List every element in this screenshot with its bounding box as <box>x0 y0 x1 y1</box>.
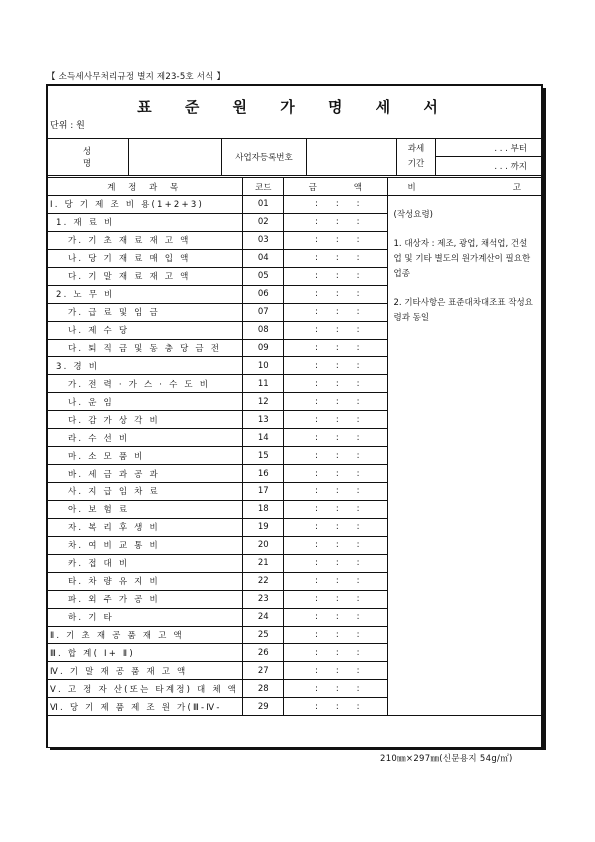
notes-column <box>387 196 541 716</box>
amount-separator: : <box>356 558 360 569</box>
account-item-label: Ⅵ. 당 기 제 품 제 조 원 가(Ⅲ-Ⅳ- <box>48 698 243 716</box>
account-item-label: 나. 제 수 당 <box>48 321 243 339</box>
amount-separator: : <box>315 325 318 336</box>
frame-shadow-right <box>543 88 546 750</box>
amount-separator: : <box>335 612 339 623</box>
amount-separator: : <box>335 647 339 658</box>
account-item-label: 라. 수 선 비 <box>48 429 243 447</box>
amount-field[interactable] <box>284 536 387 554</box>
amount-field[interactable] <box>284 465 387 483</box>
amount-separator: : <box>315 235 318 246</box>
amount-separator: : <box>356 665 360 676</box>
amount-separator: : <box>356 540 360 551</box>
account-code: 04 <box>243 249 284 267</box>
amount-separator: : <box>356 576 360 587</box>
amount-separator: : <box>356 289 360 300</box>
amount-separator: : <box>315 217 318 228</box>
account-code: 22 <box>243 572 284 590</box>
account-code: 15 <box>243 447 284 465</box>
account-code: 05 <box>243 267 284 285</box>
account-item-label: 가. 급 료 및 임 금 <box>48 303 243 321</box>
amount-separator: : <box>315 576 318 587</box>
account-item-label: Ⅰ. 당 기 제 조 비 용(1+2+3) <box>48 196 243 214</box>
amount-field[interactable] <box>284 339 387 357</box>
taxpayer-info-row <box>48 138 541 176</box>
amount-separator: : <box>356 683 360 694</box>
amount-separator: : <box>335 271 339 282</box>
amount-separator: : <box>335 629 339 640</box>
account-code: 19 <box>243 518 284 536</box>
amount-field[interactable] <box>284 249 387 267</box>
account-item-label: 아. 보 험 료 <box>48 500 243 518</box>
amount-field[interactable] <box>284 698 387 716</box>
amount-separator: : <box>315 612 318 623</box>
amount-separator: : <box>335 414 339 425</box>
account-item-label: 1. 재 료 비 <box>48 213 243 231</box>
account-code: 10 <box>243 357 284 375</box>
account-item-label: Ⅳ. 기 말 재 공 품 재 고 액 <box>48 662 243 680</box>
account-item-label: 마. 소 모 품 비 <box>48 447 243 465</box>
amount-separator: : <box>315 307 318 318</box>
amount-separator: : <box>356 594 360 605</box>
amount-separator: : <box>315 271 318 282</box>
amount-separator: : <box>315 253 318 264</box>
amount-separator: : <box>335 396 339 407</box>
tax-period-field <box>435 139 543 175</box>
amount-field[interactable] <box>284 483 387 501</box>
amount-separator: : <box>356 629 360 640</box>
amount-field[interactable] <box>284 644 387 662</box>
account-item-label: Ⅴ. 고 정 자 산(또는 타계정) 대 체 액 <box>48 680 243 698</box>
amount-separator: : <box>356 325 360 336</box>
column-header-note-1: 비 <box>407 182 416 193</box>
account-item-label: 다. 기 말 재 료 재 고 액 <box>48 267 243 285</box>
amount-separator: : <box>356 468 360 479</box>
amount-separator: : <box>356 522 360 533</box>
amount-separator: : <box>335 576 339 587</box>
amount-separator: : <box>335 701 339 712</box>
amount-separator: : <box>315 540 318 551</box>
amount-separator: : <box>335 342 339 353</box>
account-code: 17 <box>243 483 284 501</box>
account-code: 02 <box>243 213 284 231</box>
account-code: 13 <box>243 411 284 429</box>
amount-field[interactable] <box>284 680 387 698</box>
account-code: 12 <box>243 393 284 411</box>
account-code: 20 <box>243 536 284 554</box>
account-code: 27 <box>243 662 284 680</box>
amount-separator: : <box>315 342 318 353</box>
amount-separator: : <box>356 307 360 318</box>
account-code: 29 <box>243 698 284 716</box>
tax-period-label-line2: 기간 <box>407 159 425 169</box>
account-item-label: 나. 운 임 <box>48 393 243 411</box>
form-title: 표 준 원 가 명 세 서 <box>137 98 452 116</box>
name-label: 성 명 <box>82 147 134 169</box>
amount-separator: : <box>335 540 339 551</box>
amount-separator: : <box>335 504 339 515</box>
amount-field[interactable] <box>284 626 387 644</box>
amount-separator: : <box>315 683 318 694</box>
amount-separator: : <box>315 450 318 461</box>
tax-period-label-line1: 과세 <box>407 144 425 154</box>
amount-separator: : <box>356 360 360 371</box>
amount-separator: : <box>356 378 360 389</box>
amount-separator: : <box>315 289 318 300</box>
account-item-label: 다. 감 가 상 각 비 <box>48 411 243 429</box>
account-item-label: 가. 기 초 재 료 재 고 액 <box>48 231 243 249</box>
account-code: 18 <box>243 500 284 518</box>
account-item-label: 2. 노 무 비 <box>48 285 243 303</box>
amount-separator: : <box>356 253 360 264</box>
form-source-label: 【 소득세사무처리규정 별지 제23-5호 서식 】 <box>47 72 226 82</box>
account-code: 16 <box>243 465 284 483</box>
amount-separator: : <box>356 235 360 246</box>
amount-separator: : <box>335 522 339 533</box>
amount-separator: : <box>356 217 360 228</box>
notes-item-2: 2. 기타사항은 표준대차대조표 작성요령과 동일 <box>393 298 533 323</box>
amount-separator: : <box>315 629 318 640</box>
account-item-label: 타. 차 량 유 지 비 <box>48 572 243 590</box>
notes-item-1: 1. 대상자 : 제조, 광업, 채석업, 건설업 및 기타 별도의 원가계산이 필요한 업종 <box>393 239 531 279</box>
unit-label: 단위 : 원 <box>50 121 85 131</box>
amount-field[interactable] <box>284 608 387 626</box>
amount-separator: : <box>315 665 318 676</box>
amount-separator: : <box>356 612 360 623</box>
amount-field[interactable] <box>284 196 387 214</box>
amount-separator: : <box>335 360 339 371</box>
column-header-note <box>387 178 541 196</box>
amount-field[interactable] <box>284 285 387 303</box>
amount-separator: : <box>335 683 339 694</box>
account-item-label: 파. 외 주 가 공 비 <box>48 590 243 608</box>
amount-separator: : <box>356 450 360 461</box>
amount-field[interactable] <box>284 303 387 321</box>
amount-field[interactable] <box>284 267 387 285</box>
amount-separator: : <box>335 665 339 676</box>
amount-field[interactable] <box>284 429 387 447</box>
account-code: 24 <box>243 608 284 626</box>
amount-separator: : <box>315 378 318 389</box>
amount-separator: : <box>315 360 318 371</box>
amount-separator: : <box>335 486 339 497</box>
account-code: 06 <box>243 285 284 303</box>
business-number-field[interactable] <box>306 139 396 175</box>
amount-separator: : <box>315 432 318 443</box>
account-item-label: 자. 복 리 후 생 비 <box>48 518 243 536</box>
amount-field[interactable] <box>284 213 387 231</box>
amount-field[interactable] <box>284 590 387 608</box>
amount-field[interactable] <box>284 231 387 249</box>
amount-separator: : <box>335 199 339 210</box>
amount-separator: : <box>356 396 360 407</box>
account-item-label: 차. 여 비 교 통 비 <box>48 536 243 554</box>
amount-field[interactable] <box>284 572 387 590</box>
table-row <box>48 196 541 214</box>
amount-separator: : <box>335 235 339 246</box>
account-code: 08 <box>243 321 284 339</box>
amount-separator: : <box>315 594 318 605</box>
account-item-label: 다. 퇴 직 금 및 동 충 당 금 전 <box>48 339 243 357</box>
account-item-label: 사. 지 급 임 차 료 <box>48 483 243 501</box>
name-field[interactable] <box>128 139 221 175</box>
amount-field[interactable] <box>284 411 387 429</box>
account-item-label: 바. 세 금 과 공 과 <box>48 465 243 483</box>
amount-separator: : <box>315 199 318 210</box>
account-code: 07 <box>243 303 284 321</box>
column-header-amount <box>284 178 387 196</box>
amount-separator: : <box>315 522 318 533</box>
account-code: 09 <box>243 339 284 357</box>
amount-separator: : <box>335 217 339 228</box>
notes-heading: (작성요령) <box>393 210 433 220</box>
amount-field[interactable] <box>284 500 387 518</box>
account-item-label: Ⅲ. 합 계( Ⅰ+ Ⅱ) <box>48 644 243 662</box>
tax-period-label <box>396 139 435 175</box>
period-from-field[interactable]: . . . 부터 <box>436 139 543 157</box>
amount-separator: : <box>356 486 360 497</box>
account-item-label: 나. 당 기 재 료 매 입 액 <box>48 249 243 267</box>
account-item-label: 가. 전 력 · 가 스 · 수 도 비 <box>48 375 243 393</box>
amount-separator: : <box>356 504 360 515</box>
amount-separator: : <box>315 647 318 658</box>
amount-separator: : <box>315 558 318 569</box>
amount-separator: : <box>356 199 360 210</box>
account-code: 25 <box>243 626 284 644</box>
amount-field[interactable] <box>284 518 387 536</box>
amount-separator: : <box>356 271 360 282</box>
amount-field[interactable] <box>284 662 387 680</box>
amount-field[interactable] <box>284 321 387 339</box>
paper-spec-footer: 210㎜×297㎜(신문용지 54g/㎡) <box>380 754 513 764</box>
amount-separator: : <box>315 468 318 479</box>
amount-separator: : <box>335 432 339 443</box>
amount-separator: : <box>315 504 318 515</box>
account-item-label: 하. 기 타 <box>48 608 243 626</box>
amount-separator: : <box>335 468 339 479</box>
amount-separator: : <box>335 450 339 461</box>
business-number-label: 사업자등록번호 <box>221 139 306 175</box>
amount-separator: : <box>315 396 318 407</box>
column-header-item: 계 정 과 목 <box>48 178 243 196</box>
amount-separator: : <box>335 594 339 605</box>
amount-separator: : <box>335 325 339 336</box>
amount-separator: : <box>356 647 360 658</box>
column-header-note-2: 고 <box>512 182 521 193</box>
account-code: 01 <box>243 196 284 214</box>
amount-separator: : <box>356 701 360 712</box>
amount-separator: : <box>335 558 339 569</box>
amount-separator: : <box>315 701 318 712</box>
amount-separator: : <box>315 486 318 497</box>
account-code: 11 <box>243 375 284 393</box>
amount-field[interactable] <box>284 357 387 375</box>
amount-separator: : <box>315 414 318 425</box>
account-item-label: 3. 경 비 <box>48 357 243 375</box>
account-item-label: Ⅱ. 기 초 재 공 품 재 고 액 <box>48 626 243 644</box>
amount-separator: : <box>335 253 339 264</box>
amount-separator: : <box>356 342 360 353</box>
account-code: 03 <box>243 231 284 249</box>
amount-separator: : <box>356 414 360 425</box>
amount-separator: : <box>356 432 360 443</box>
account-item-label: 카. 접 대 비 <box>48 554 243 572</box>
table-header-row <box>48 178 541 196</box>
period-to-field[interactable]: . . . 까지 <box>494 162 527 172</box>
account-code: 23 <box>243 590 284 608</box>
cost-statement-table <box>48 177 541 716</box>
column-header-code: 코드 <box>243 178 284 196</box>
amount-separator: : <box>335 378 339 389</box>
account-code: 28 <box>243 680 284 698</box>
account-code: 21 <box>243 554 284 572</box>
account-code: 14 <box>243 429 284 447</box>
amount-field[interactable] <box>284 375 387 393</box>
column-header-amount-2: 액 <box>353 182 363 193</box>
amount-separator: : <box>335 307 339 318</box>
account-code: 26 <box>243 644 284 662</box>
amount-field[interactable] <box>284 554 387 572</box>
form-frame <box>46 84 543 748</box>
amount-field[interactable] <box>284 447 387 465</box>
column-header-amount-1: 금 <box>308 182 317 193</box>
amount-separator: : <box>335 289 339 300</box>
amount-field[interactable] <box>284 393 387 411</box>
